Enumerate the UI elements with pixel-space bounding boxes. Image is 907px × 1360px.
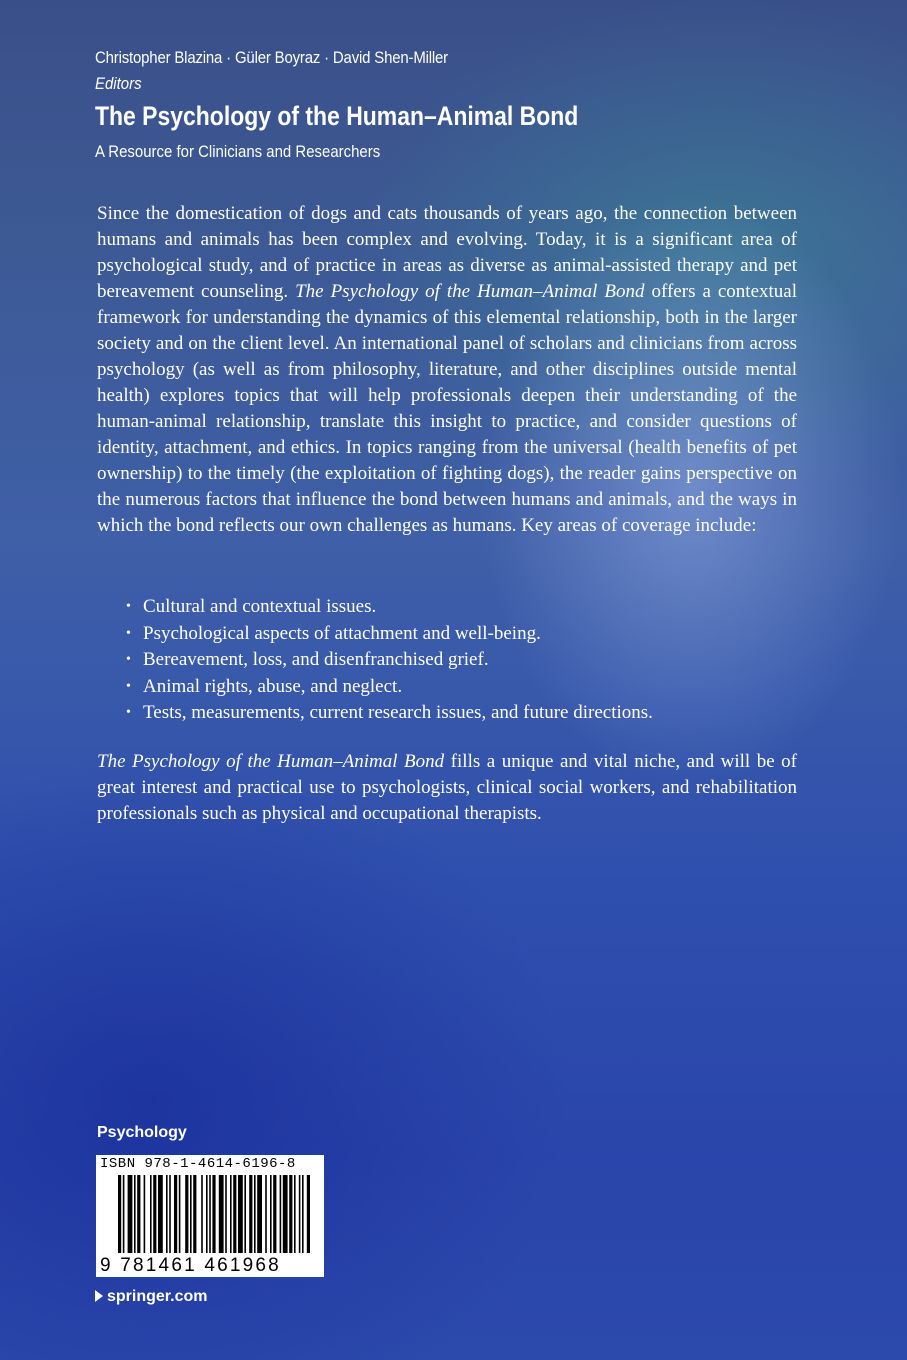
- list-item: • Tests, measurements, current research issues, and future directions.: [97, 700, 653, 727]
- list-item: • Psychological aspects of attachment and well-being.: [97, 621, 653, 648]
- list-item: • Cultural and contextual issues.: [97, 594, 653, 621]
- editors-role: Editors: [95, 74, 142, 93]
- isbn-label: ISBN 978-1-4614-6196-8: [100, 1156, 296, 1172]
- bullet-icon: •: [126, 678, 131, 694]
- bullet-icon: •: [126, 652, 131, 667]
- editors-list: Christopher Blazina · Güler Boyraz · David Shen-Miller: [95, 48, 449, 67]
- closing-book-title: The Psychology of the Human–Animal Bond: [97, 751, 445, 772]
- publisher-website[interactable]: [95, 1288, 207, 1306]
- website-label: springer.com: [107, 1288, 208, 1305]
- description-paragraph: [97, 201, 797, 539]
- description-part1: Since the domestication of dogs and cats thousands of years ago, the connection between humans and animals has been complex and evolving. Today, it is a significant area of psychological study, and of practice in areas as diverse as animal-assisted therapy and pet bereavement counseling.: [97, 203, 797, 302]
- book-subtitle: A Resource for Clinicians and Researchers: [95, 142, 381, 161]
- description-part2: offers a contextual framework for understanding the dynamics of this elemental relationship, both in the larger society and on the client level. An international panel of scholars and clinicians from across psychology (as well as from philosophy, literature, and other disciplines outside mental health) explores topics that will help professionals deepen their understanding of the human-animal relationship, translate this insight to practice, and consider questions of identity, attachment, and ethics. In topics ranging from the universal (health benefits of pet ownership) to the timely (the exploitation of fighting dogs), the reader gains perspective on the numerous factors that influence the bond between humans and animals, and the ways in which the bond reflects our own challenges as humans. Key areas of coverage include:: [97, 281, 797, 536]
- arrow-right-icon: [95, 1290, 103, 1302]
- closing-paragraph: [97, 749, 797, 827]
- list-item: • Animal rights, abuse, and neglect.: [97, 674, 653, 701]
- book-title: The Psychology of the Human–Animal Bond: [95, 101, 579, 131]
- closing-text: fills a unique and vital niche, and will be of great interest and practical use to psychologists, clinical social workers, and rehabilitation professionals such as physical and occupational therapists.: [97, 751, 797, 824]
- bullet-icon: •: [126, 705, 131, 720]
- description-book-title: The Psychology of the Human–Animal Bond: [295, 281, 645, 302]
- bullet-icon: •: [126, 599, 131, 614]
- isbn-barcode: [96, 1155, 324, 1277]
- coverage-list: [97, 594, 653, 727]
- list-item: • Bereavement, loss, and disenfranchised grief.: [97, 647, 653, 674]
- barcode-digits: 9 781461 461968: [100, 1255, 281, 1276]
- subject-category: Psychology: [97, 1124, 187, 1141]
- bullet-icon: •: [126, 625, 131, 641]
